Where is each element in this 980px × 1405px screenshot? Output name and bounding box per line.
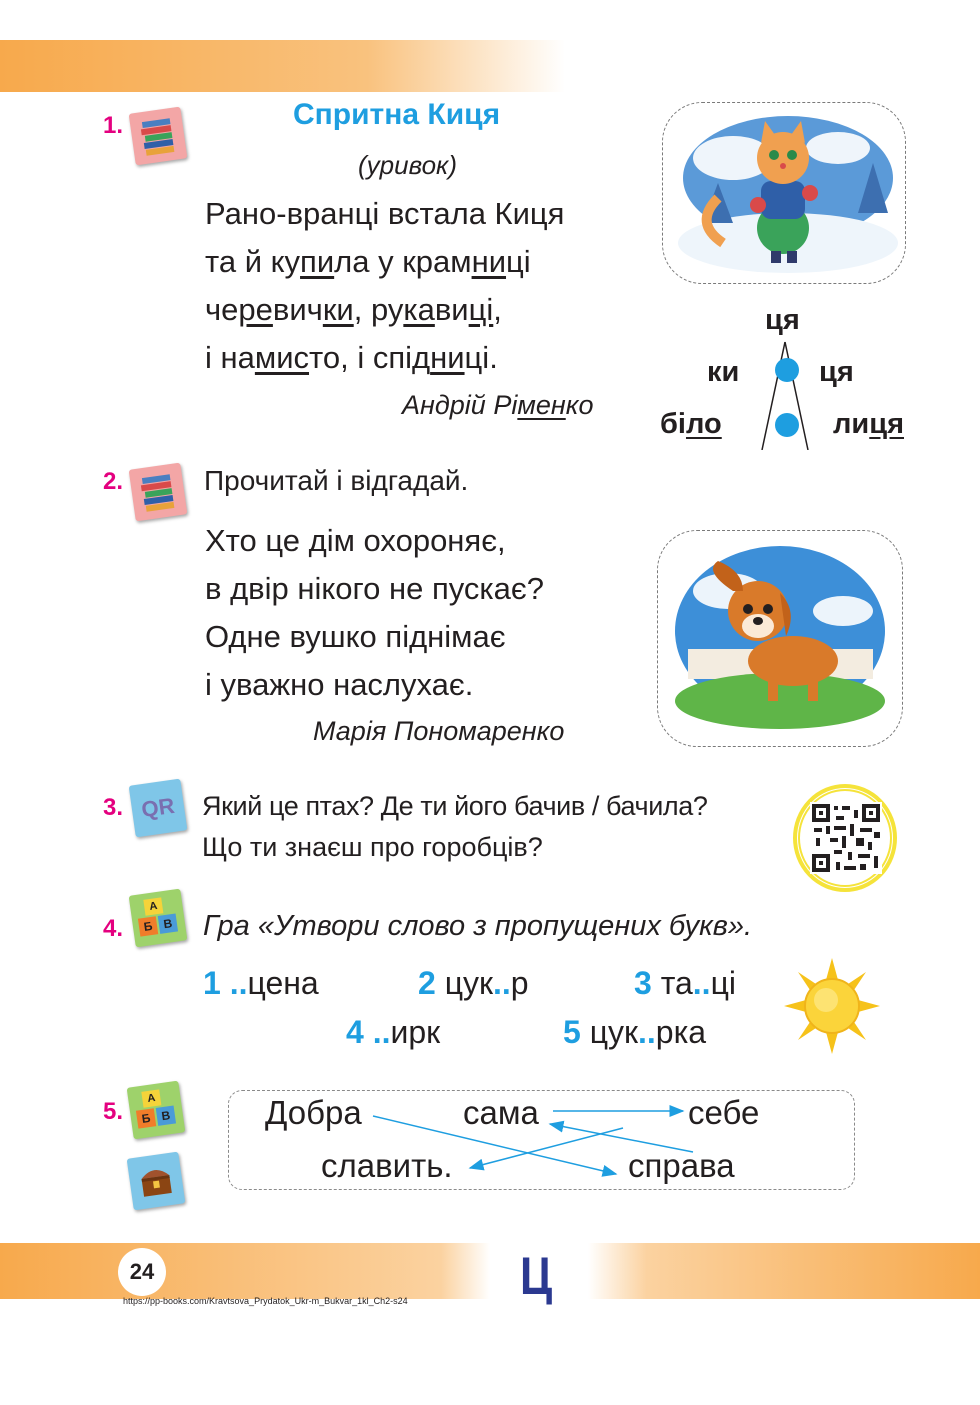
proverb-word-1: Добра — [265, 1094, 362, 1131]
syllable-scheme — [655, 300, 935, 450]
task-5-number: 5. — [103, 1098, 124, 1125]
poem-line-2: та й купила у крамниці — [205, 244, 531, 279]
task-2-number: 2. — [103, 468, 124, 495]
poem-line-3: черевички, рукавиці, — [205, 292, 502, 327]
proverb-word-4: славить. — [321, 1147, 453, 1184]
poem-title: Спритна Киця — [293, 98, 501, 131]
game-item-3: 3 та..ці — [634, 965, 736, 1001]
task-4-title: Гра «Утвори слово з пропущених букв». — [203, 910, 753, 942]
syllable-row1-left: ки — [707, 356, 740, 388]
qr-code[interactable] — [790, 780, 900, 895]
game-item-4: 4 ..ирк — [346, 1014, 441, 1050]
block-b: Б — [138, 916, 158, 936]
sun-icon — [784, 958, 880, 1054]
game-item-5: 5 цук..рка — [563, 1014, 707, 1050]
poem-text — [205, 190, 645, 382]
treasure-chest-icon — [127, 1152, 186, 1211]
block-a: А — [143, 897, 163, 915]
poem-line-1: Рано-вранці встала Киця — [205, 196, 565, 231]
task-4-number: 4. — [103, 915, 124, 942]
proverb-word-2: сама — [463, 1094, 539, 1131]
syllable-top: ця — [765, 304, 800, 336]
riddle-line-3: Одне вушко піднімає — [205, 619, 506, 654]
dog-illustration — [657, 530, 903, 747]
task-1-number: 1. — [103, 112, 124, 139]
riddle-author: Марія Пономаренко — [313, 716, 565, 746]
letter-blocks-icon — [127, 1081, 186, 1140]
reading-books-icon — [129, 463, 188, 522]
proverb-word-3: себе — [688, 1094, 760, 1131]
footer-url[interactable]: https://pp-books.com/Kravtsova_Prydatok_Ukr-m_Bukvar_1kl_Ch2-s24 — [123, 1296, 408, 1306]
qr-task-icon — [129, 779, 188, 838]
task-3-number: 3. — [103, 794, 124, 821]
game-item-2: 2 цук..р — [418, 965, 529, 1001]
syllable-row2-right: лиця — [833, 408, 904, 440]
qr-icon-text: QR — [139, 792, 177, 823]
top-decorative-band — [0, 40, 565, 92]
task-3-question-2: Що ти знаєш про горобців? — [202, 832, 543, 862]
syllable-row2-left: біло — [660, 408, 722, 440]
syllable-row1-right: ця — [819, 356, 854, 388]
reading-books-icon — [129, 107, 188, 166]
riddle-line-4: і уважно наслухає. — [205, 667, 474, 702]
riddle-text — [205, 517, 645, 709]
task-2-instruction: Прочитай і відгадай. — [204, 465, 469, 496]
block-a: А — [141, 1089, 161, 1107]
syllable-dot-2 — [775, 413, 799, 437]
poem-subtitle: (уривок) — [358, 150, 457, 180]
poem-line-4: і намисто, і спідниці. — [205, 340, 498, 375]
chapter-letter: Ц — [520, 1247, 553, 1306]
page-number: 24 — [118, 1248, 166, 1296]
cat-illustration — [662, 102, 906, 284]
poem-author: Андрій Ріменко — [402, 390, 594, 420]
block-v: В — [156, 1106, 176, 1126]
syllable-dot-1 — [775, 358, 799, 382]
game-item-1: 1 ..цена — [203, 965, 319, 1001]
riddle-line-2: в двір нікого не пускає? — [205, 571, 544, 606]
block-b: Б — [136, 1108, 156, 1128]
proverb-word-5: справа — [628, 1147, 735, 1184]
block-v: В — [158, 914, 178, 934]
riddle-line-1: Хто це дім охороняє, — [205, 523, 506, 558]
task-3-question-1: Який це птах? Де ти його бачив / бачила? — [202, 791, 708, 821]
letter-blocks-icon — [129, 889, 188, 948]
